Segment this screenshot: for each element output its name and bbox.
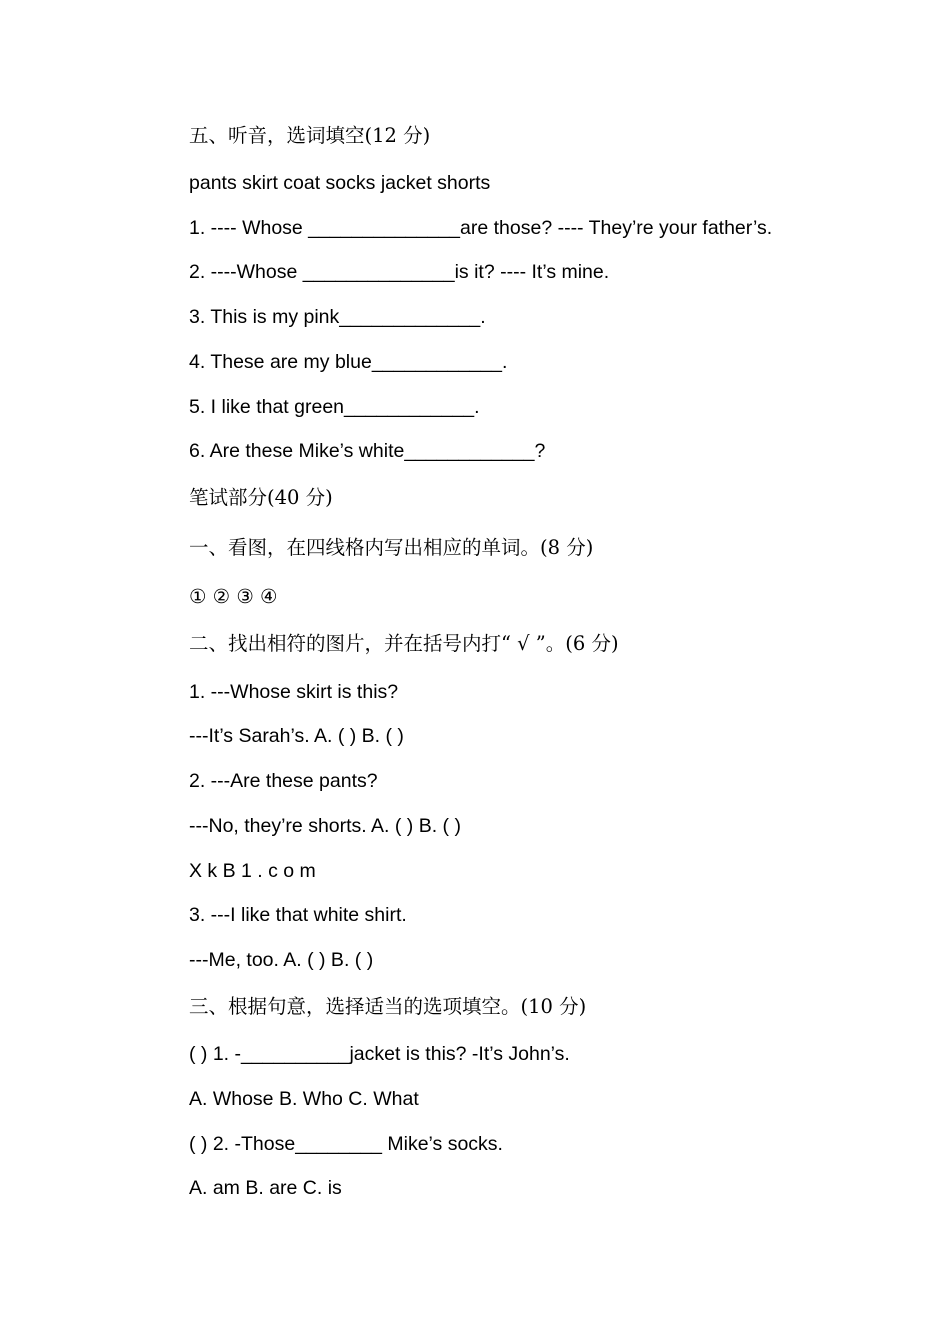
fill-question-3: 3. This is my pink_____________. (189, 306, 486, 328)
match-question-1: 1. ---Whose skirt is this? (189, 681, 399, 703)
choice-options-1: A. Whose B. Who C. What (189, 1088, 419, 1110)
match-answer-3: ---Me, too. A. ( ) B. ( ) (189, 949, 374, 971)
written-part-heading: 笔试部分(40 分) (189, 486, 333, 509)
fill-question-2: 2. ----Whose ______________is it? ---- It’s mine. (189, 261, 610, 283)
section-3-heading: 三、根据句意，选择适当的选项填空。(10 分) (189, 995, 587, 1018)
match-answer-2: ---No, they’re shorts. A. ( ) B. ( ) (189, 815, 461, 837)
match-question-2: 2. ---Are these pants? (189, 770, 378, 792)
word-bank: pants skirt coat socks jacket shorts (189, 172, 491, 194)
fill-question-6: 6. Are these Mike’s white____________? (189, 440, 546, 462)
fill-question-1: 1. ---- Whose ______________are those? ---- They’re your father’s. (189, 217, 773, 239)
section-2-heading: 二、找出相符的图片，并在括号内打“ √ ”。(6 分) (189, 632, 619, 655)
choice-options-2: A. am B. are C. is (189, 1177, 342, 1199)
choice-question-2: ( ) 2. -Those________ Mike’s socks. (189, 1133, 503, 1155)
watermark-text: X k B 1 . c o m (189, 860, 316, 882)
choice-question-1: ( ) 1. -__________jacket is this? -It’s John’s. (189, 1043, 570, 1065)
match-answer-1: ---It’s Sarah’s. A. ( ) B. ( ) (189, 725, 404, 747)
fill-question-5: 5. I like that green____________. (189, 396, 480, 418)
fill-question-4: 4. These are my blue____________. (189, 351, 508, 373)
section-5-heading: 五、听音，选词填空(12 分) (189, 124, 431, 147)
picture-numbers: ① ② ③ ④ (189, 585, 278, 608)
match-question-3: 3. ---I like that white shirt. (189, 904, 407, 926)
section-1-heading: 一、看图，在四线格内写出相应的单词。(8 分) (189, 536, 594, 559)
